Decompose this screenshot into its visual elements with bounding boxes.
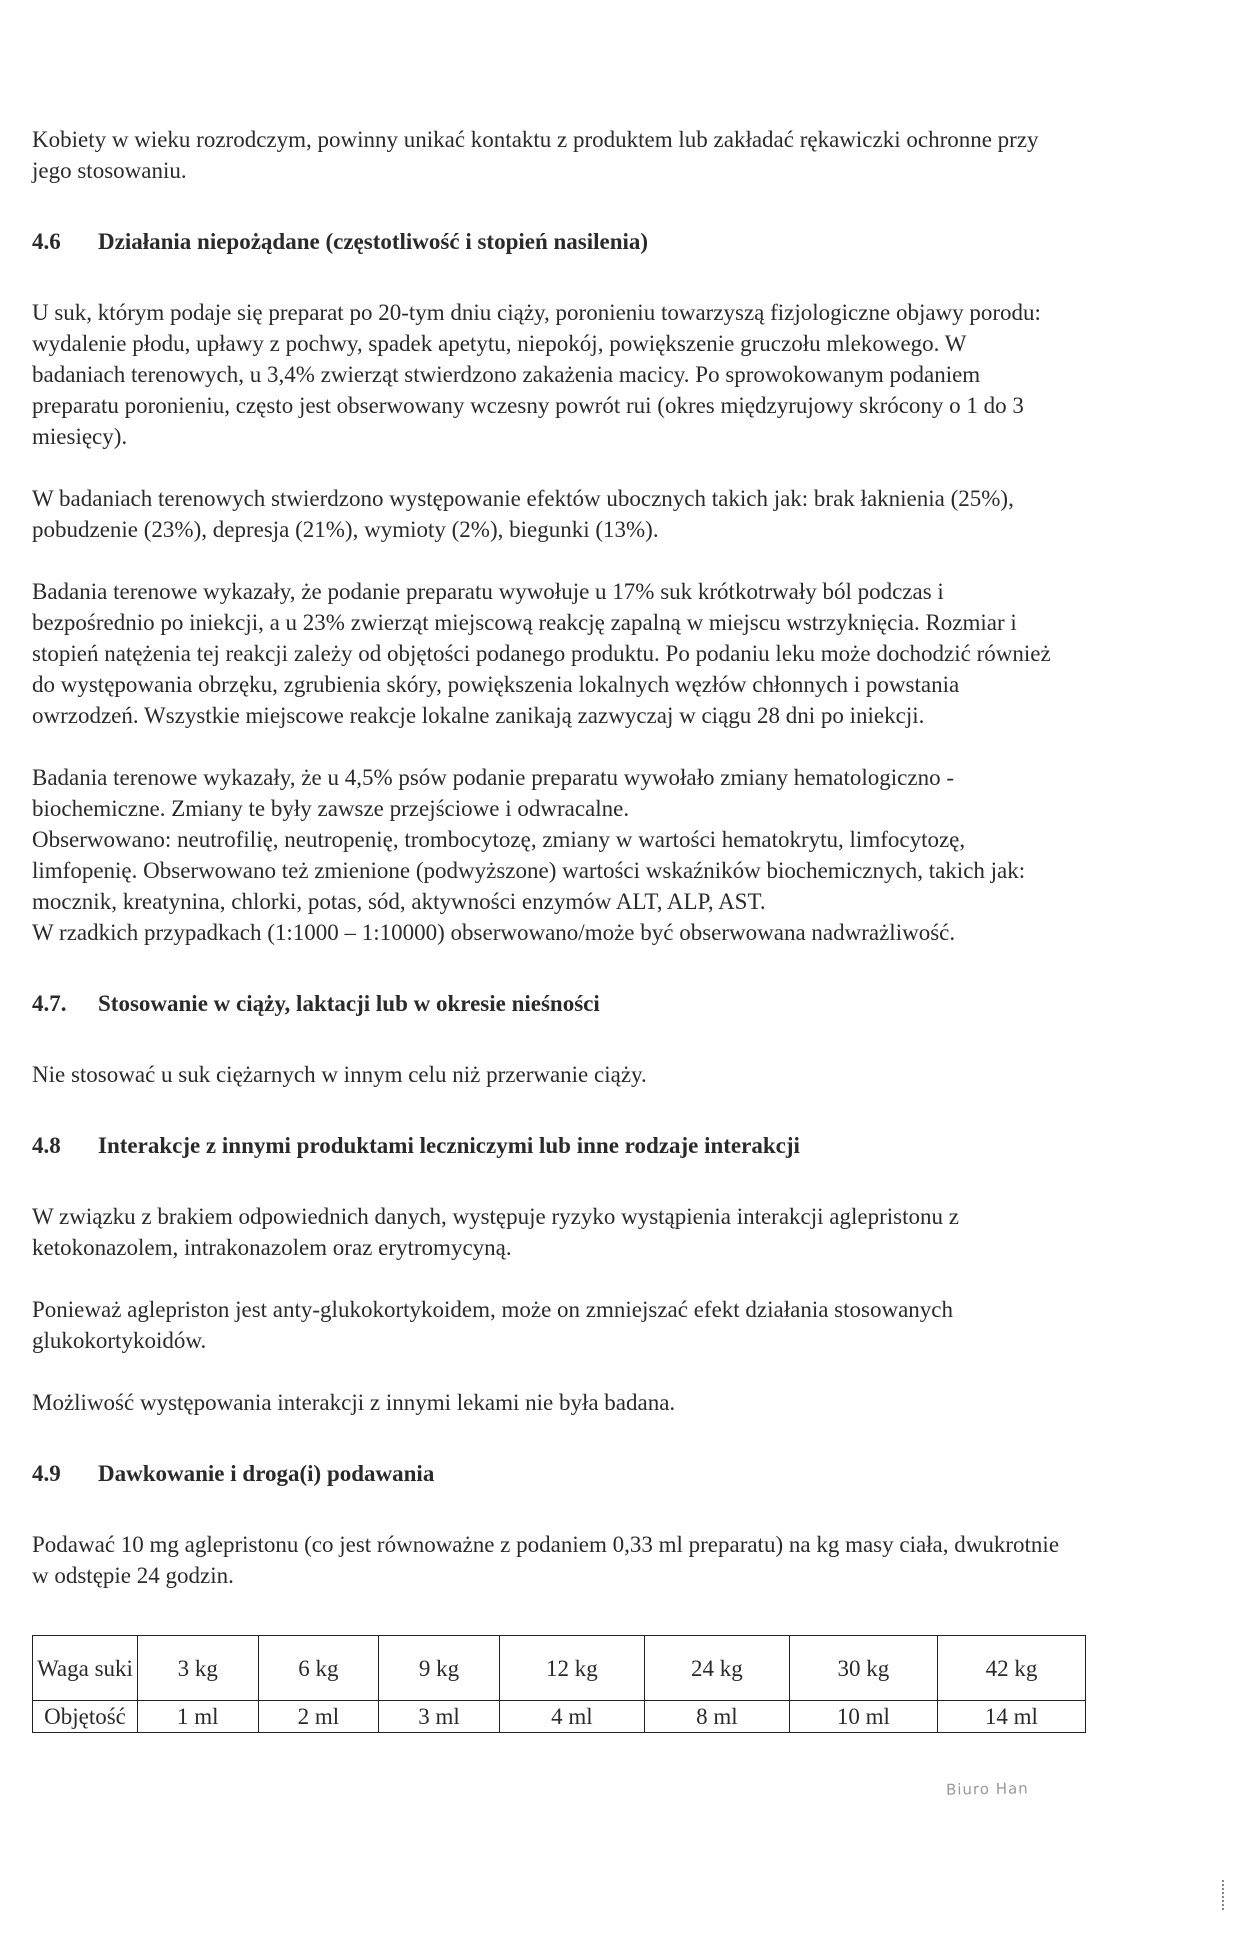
- weight-cell: 3 kg: [138, 1636, 259, 1701]
- document-body: [32, 124, 1062, 1733]
- paragraph: Możliwość występowania interakcji z innymi lekami nie była badana.: [32, 1390, 676, 1415]
- volume-cell: 10 ml: [789, 1701, 937, 1733]
- section-number: 4.9: [32, 1461, 61, 1486]
- paragraph: W rzadkich przypadkach (1:1000 – 1:10000) obserwowano/może być obserwowana nadwrażliwość.: [32, 920, 956, 945]
- section-4-9-heading: [32, 1458, 1062, 1489]
- section-title: Działania niepożądane (częstotliwość i stopień nasilenia): [98, 229, 649, 254]
- paragraph: Obserwowano: neutrofilię, neutropenię, trombocytozę, zmiany w wartości hematokrytu, limfocytozę, limfopenię. Obserwowano też zmienione (podwyższone) wartości wskaźników biochemicznych, takich jak: mocznik, kreatynina, chlorki, potas, sód, aktywności enzymów ALT, ALP, AST.: [32, 827, 1026, 914]
- row-header-volume: Objętość: [33, 1701, 138, 1733]
- weight-cell: 12 kg: [499, 1636, 644, 1701]
- paragraph: W badaniach terenowych stwierdzono występowanie efektów ubocznych takich jak: brak łaknienia (25%), pobudzenie (23%), depresja (21%), wymioty (2%), biegunki (13%).: [32, 486, 1014, 542]
- weight-cell: 42 kg: [937, 1636, 1085, 1701]
- section-4-8-heading: [32, 1130, 1062, 1161]
- paragraph: Badania terenowe wykazały, że u 4,5% psów podanie preparatu wywołało zmiany hematologiczno - biochemiczne. Zmiany te były zawsze przejściowe i odwracalne.: [32, 765, 955, 821]
- section-title: Stosowanie w ciąży, laktacji lub w okresie nieśności: [98, 991, 600, 1016]
- paragraph: Podawać 10 mg aglepristonu (co jest równoważne z podaniem 0,33 ml preparatu) na kg masy ciała, dwukrotnie w odstępie 24 godzin.: [32, 1532, 1060, 1588]
- section-number: 4.7.: [32, 991, 67, 1016]
- weight-cell: 30 kg: [789, 1636, 937, 1701]
- volume-cell: 2 ml: [258, 1701, 379, 1733]
- dosage-table: [32, 1635, 1086, 1733]
- weight-cell: 9 kg: [379, 1636, 500, 1701]
- paragraph: Badania terenowe wykazały, że podanie preparatu wywołuje u 17% suk krótkotrwały ból podczas i bezpośrednio po iniekcji, a u 23% zwierząt miejscową reakcję zapalną w miejscu wstrzyknięcia. Rozmiar i stopień natężenia tej reakcji zależy od objętości podanego produktu. Po podaniu leku może dochodzić również do występowania obrzęku, zgrubienia skóry, powiększenia lokalnych węzłów chłonnych i powstania owrzodzeń. Wszystkie miejscowe reakcje lokalne zanikają zazwyczaj w ciągu 28 dni po iniekcji.: [32, 579, 1051, 728]
- section-title: Interakcje z innymi produktami leczniczymi lub inne rodzaje interakcji: [98, 1133, 800, 1158]
- paragraph: Ponieważ aglepriston jest anty-glukokortykoidem, może on zmniejszać efekt działania stosowanych glukokortykoidów.: [32, 1297, 953, 1353]
- volume-cell: 1 ml: [138, 1701, 259, 1733]
- section-number: 4.6: [32, 229, 61, 254]
- volume-cell: 4 ml: [499, 1701, 644, 1733]
- paragraph: W związku z brakiem odpowiednich danych, występuje ryzyko wystąpienia interakcji aglepristonu z ketokonazolem, intrakonazolem oraz erytromycyną.: [32, 1204, 959, 1260]
- section-number: 4.8: [32, 1133, 61, 1158]
- paragraph: U suk, którym podaje się preparat po 20-tym dniu ciąży, poronieniu towarzyszą fizjologiczne objawy porodu: wydalenie płodu, upławy z pochwy, spadek apetytu, niepokój, powiększenie gruczołu mlekowego. W badaniach terenowych, u 3,4% zwierząt stwierdzono zakażenia macicy. Po sprowokowanym podaniem preparatu poronieniu, często jest obserwowany wczesny powrót rui (okres międzyrujowy skrócony o 1 do 3 miesięcy).: [32, 300, 1041, 449]
- office-stamp: Biuro Han: [945, 1779, 1029, 1799]
- paragraph: Nie stosować u suk ciężarnych w innym celu niż przerwanie ciąży.: [32, 1062, 647, 1087]
- section-4-6-heading: [32, 226, 1062, 257]
- row-header-weight: Waga suki: [33, 1636, 138, 1701]
- section-title: Dawkowanie i droga(i) podawania: [98, 1461, 435, 1486]
- scan-edge-mark: [1222, 1880, 1230, 1910]
- volume-cell: 8 ml: [644, 1701, 789, 1733]
- table-row-volume: [33, 1701, 1086, 1733]
- intro-paragraph: Kobiety w wieku rozrodczym, powinny unikać kontaktu z produktem lub zakładać rękawiczki ochronne przy jego stosowaniu.: [32, 127, 1039, 183]
- volume-cell: 3 ml: [379, 1701, 500, 1733]
- section-4-7-heading: [32, 988, 1062, 1019]
- weight-cell: 24 kg: [644, 1636, 789, 1701]
- weight-cell: 6 kg: [258, 1636, 379, 1701]
- table-row-weight: [33, 1636, 1086, 1701]
- volume-cell: 14 ml: [937, 1701, 1085, 1733]
